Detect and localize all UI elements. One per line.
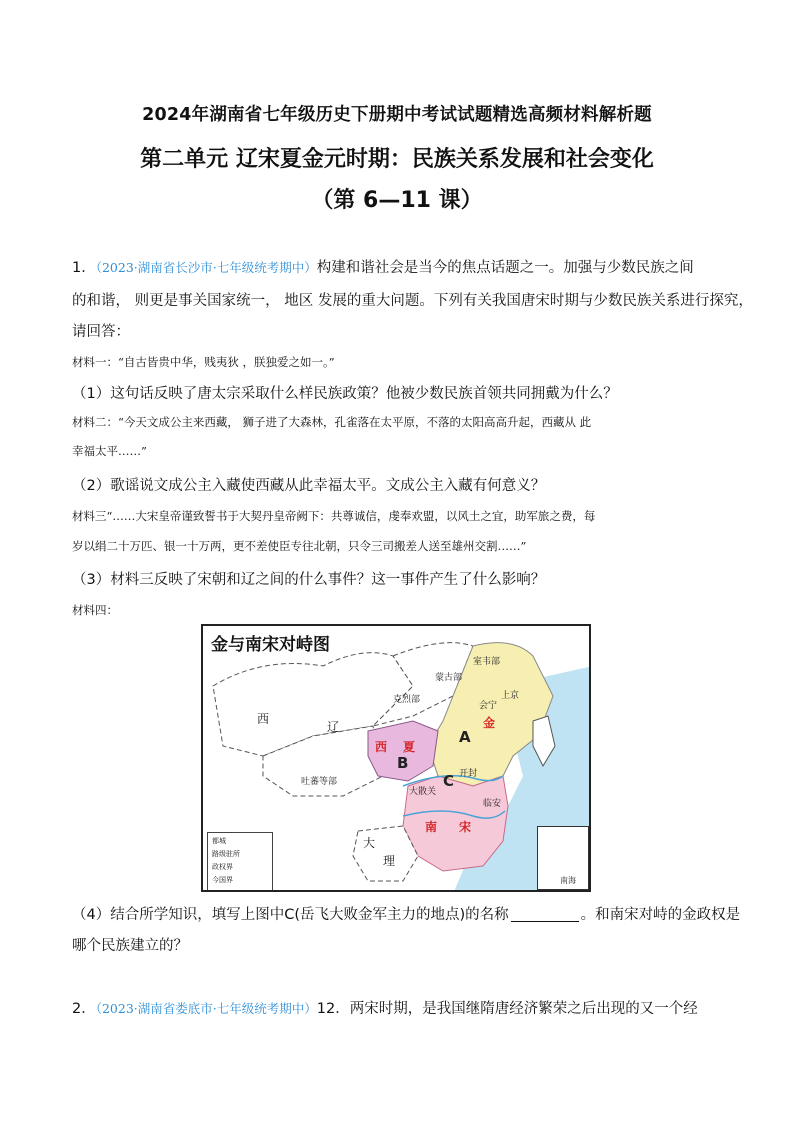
jin-southern-song-map — [201, 624, 591, 892]
q1-material3-line1: 材料三“……大宋皇帝谨致誓书于大契丹皇帝阙下：共尊诚信，虔奉欢盟，以风土之宜，助军旅之费，每 — [72, 509, 596, 523]
map-label-shiwei: 室韦部 — [473, 657, 501, 667]
q1-intro-line1 — [72, 256, 732, 277]
map-label-nansong-nan: 南 — [425, 820, 438, 834]
document-title: 2024年湖南省七年级历史下册期中考试试题精选高频材料解析题 — [142, 105, 652, 125]
unit-title: 第二单元 辽宋夏金元时期：民族关系发展和社会变化 — [140, 147, 654, 172]
map-label-nanhai: 南海 — [560, 876, 576, 885]
map-label-huining: 会宁 — [479, 701, 498, 711]
q1-source: （2023·湖南省长沙市·七年级统考期中） — [95, 260, 317, 275]
legend-boundary: 政权界 — [212, 863, 233, 871]
legend-capital: 都城 — [212, 837, 226, 845]
q1-material3-line2: 岁以绢二十万匹、银一十万两，更不差使臣专往北朝，只令三司搬差人送至雄州交割……” — [72, 539, 527, 553]
legend-city: 路级驻所 — [212, 850, 240, 858]
q1-sub-question-1: （1）这句话反映了唐太宗采取什么样民族政策？他被少数民族首领共同拥戴为什么？ — [72, 386, 618, 402]
q1-sub4-a: （4）结合所学知识，填写上图中C(岳飞大败金军主力的地点)的名称 — [72, 907, 509, 923]
map-label-linan: 临安 — [483, 799, 502, 809]
map-legend — [207, 832, 273, 892]
q1-material2-line1: 材料二：“今天文成公主来西藏， 狮子进了大森林，孔雀落在太平原，不落的太阳高高升起，西藏从 此 — [72, 415, 592, 429]
q1-material4-label: 材料四： — [72, 603, 118, 617]
q2-number: 2． — [72, 1001, 96, 1017]
map-label-kaifeng: 开封 — [459, 769, 478, 779]
map-label-kelie: 克烈部 — [393, 695, 421, 705]
map-label-menggu: 蒙古部 — [435, 673, 463, 683]
q1-sub-question-3: （3）材料三反映了宋朝和辽之间的什么事件？这一事件产生了什么影响？ — [72, 572, 546, 588]
map-label-xixia-xia: 夏 — [403, 740, 416, 754]
map-label-liao: 辽 — [327, 720, 340, 734]
q2-line1 — [72, 997, 732, 1018]
map-label-shangjing: 上京 — [501, 691, 520, 701]
lesson-range: （第 6—11 课） — [311, 188, 483, 213]
map-label-dali-da: 大 — [363, 836, 376, 850]
map-label-xi: 西 — [257, 712, 270, 726]
q1-number: 1． — [72, 260, 96, 276]
map-label-tubo: 吐蕃等部 — [301, 777, 338, 787]
q1-intro-line2: 的和谐， 则更是事关国家统一， 地区 发展的重大问题。下列有关我国唐宋时期与少数民族关系进行探究， — [72, 293, 753, 309]
q1-sub-question-4-line2: 哪个民族建立的？ — [72, 938, 188, 954]
q1-sub-question-2: （2）歌谣说文成公主入藏使西藏从此幸福太平。文成公主入藏有何意义？ — [72, 478, 546, 494]
q1-sub4-b: 。和南宋对峙的金政权是 — [580, 907, 741, 923]
south-china-sea-inset — [537, 826, 589, 890]
map-label-dasanguan: 大散关 — [409, 787, 437, 797]
map-title: 金与南宋对峙图 — [209, 630, 332, 655]
q2-source: （2023·湖南省娄底市·七年级统考期中） — [95, 1001, 317, 1016]
q1-sub-question-4-line1 — [72, 903, 741, 924]
q1-material2-line2: 幸福太平……” — [72, 444, 147, 458]
q1-intro-a: 构建和谐社会是当今的焦点话题之一。加强与少数民族之间 — [316, 260, 694, 276]
map-label-dali-li: 理 — [383, 854, 396, 868]
map-label-b: B — [397, 754, 409, 772]
map-label-nansong-song: 宋 — [459, 820, 472, 834]
map-label-jin: 金 — [483, 716, 496, 730]
q2-text: 12．两宋时期，是我国继隋唐经济繁荣之后出现的又一个经 — [316, 1001, 698, 1017]
map-label-a: A — [459, 728, 471, 746]
map-label-c: C — [443, 772, 455, 790]
q1-material1: 材料一：“自古皆贵中华，贱夷狄 ，朕独爱之如一。” — [72, 355, 335, 369]
legend-modern: 今国界 — [212, 876, 233, 884]
map-label-xixia-xi: 西 — [375, 740, 388, 754]
q1-intro-line3: 请回答： — [72, 324, 130, 340]
answer-blank[interactable] — [511, 907, 579, 922]
